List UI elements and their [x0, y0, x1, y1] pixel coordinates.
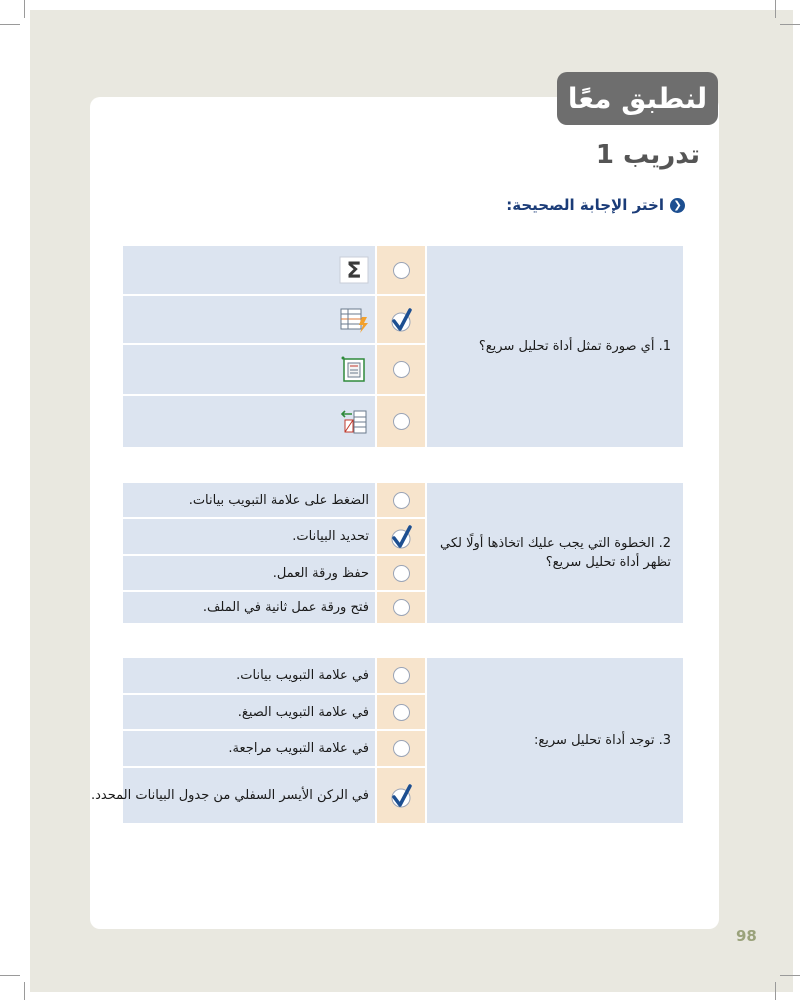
answer-option[interactable] — [123, 556, 427, 590]
svg-text:Σ: Σ — [346, 259, 362, 284]
instruction-text: اختر الإجابة الصحيحة: — [506, 196, 664, 214]
radio-button[interactable] — [393, 413, 410, 430]
radio-button[interactable] — [393, 492, 410, 509]
option-label: في علامة التبويب بيانات. — [123, 658, 375, 693]
option-cell — [123, 345, 375, 394]
option-label: تحديد البيانات. — [123, 519, 375, 554]
answer-option[interactable] — [123, 345, 427, 394]
crop-mark — [775, 982, 776, 1000]
crop-mark — [24, 982, 25, 1000]
page-number: 98 — [736, 927, 757, 945]
section-banner: لنطبق معًا — [557, 72, 718, 125]
radio-button[interactable] — [393, 667, 410, 684]
transfer-table-icon — [339, 408, 369, 436]
answer-option[interactable] — [123, 592, 427, 623]
answer-option[interactable] — [123, 246, 427, 294]
option-label: في علامة التبويب الصيغ. — [123, 695, 375, 729]
answer-option[interactable] — [123, 519, 427, 554]
check-icon — [390, 308, 412, 332]
radio-button[interactable] — [393, 599, 410, 616]
answer-option[interactable] — [123, 658, 427, 693]
question-text: 3. توجد أداة تحليل سريع: — [427, 658, 683, 823]
option-label: الضغط على علامة التبويب بيانات. — [123, 483, 375, 517]
report-icon — [339, 356, 369, 384]
option-label: في علامة التبويب مراجعة. — [123, 731, 375, 766]
option-selector[interactable] — [377, 592, 425, 623]
question-text: 1. أي صورة تمثل أداة تحليل سريع؟ — [427, 246, 683, 447]
crop-mark — [780, 975, 800, 976]
option-cell — [123, 296, 375, 343]
question-2 — [123, 483, 683, 623]
option-label: حفظ ورقة العمل. — [123, 556, 375, 590]
option-selector[interactable] — [377, 483, 425, 517]
crop-mark — [775, 0, 776, 18]
answer-option[interactable] — [123, 695, 427, 729]
crop-mark — [780, 24, 800, 25]
option-label: فتح ورقة عمل ثانية في الملف. — [123, 592, 375, 623]
option-label: في الركن الأيسر السفلي من جدول البيانات المحدد. — [123, 768, 375, 823]
chevron-left-icon: ❮ — [670, 198, 685, 213]
option-selector[interactable] — [377, 556, 425, 590]
option-selector[interactable] — [377, 695, 425, 729]
quick-analysis-icon — [339, 306, 369, 334]
instruction — [335, 196, 685, 214]
check-icon — [390, 525, 412, 549]
option-selector[interactable] — [377, 731, 425, 766]
question-3 — [91, 658, 683, 823]
crop-mark — [0, 975, 20, 976]
option-selector[interactable] — [377, 396, 425, 447]
radio-button[interactable] — [393, 704, 410, 721]
option-selector[interactable] — [377, 246, 425, 294]
option-cell — [123, 246, 375, 294]
radio-button[interactable] — [393, 361, 410, 378]
exercise-title: تدريب 1 — [595, 140, 700, 170]
question-text: 2. الخطوة التي يجب عليك اتخاذها أولًا لكي تظهر أداة تحليل سريع؟ — [427, 483, 683, 623]
option-selector[interactable] — [377, 296, 425, 343]
radio-button[interactable] — [393, 262, 410, 279]
radio-button[interactable] — [393, 740, 410, 757]
option-selector[interactable] — [377, 345, 425, 394]
option-selector[interactable] — [377, 768, 425, 823]
option-cell — [123, 396, 375, 447]
crop-mark — [0, 24, 20, 25]
check-icon — [390, 784, 412, 808]
sum-icon — [339, 256, 369, 284]
option-selector[interactable] — [377, 658, 425, 693]
crop-mark — [24, 0, 25, 18]
answer-option[interactable] — [91, 768, 427, 823]
radio-button[interactable] — [393, 565, 410, 582]
answer-option[interactable] — [123, 731, 427, 766]
answer-option[interactable] — [123, 396, 427, 447]
answer-option[interactable] — [123, 483, 427, 517]
option-selector[interactable] — [377, 519, 425, 554]
question-1 — [123, 246, 683, 447]
answer-option[interactable] — [123, 296, 427, 343]
